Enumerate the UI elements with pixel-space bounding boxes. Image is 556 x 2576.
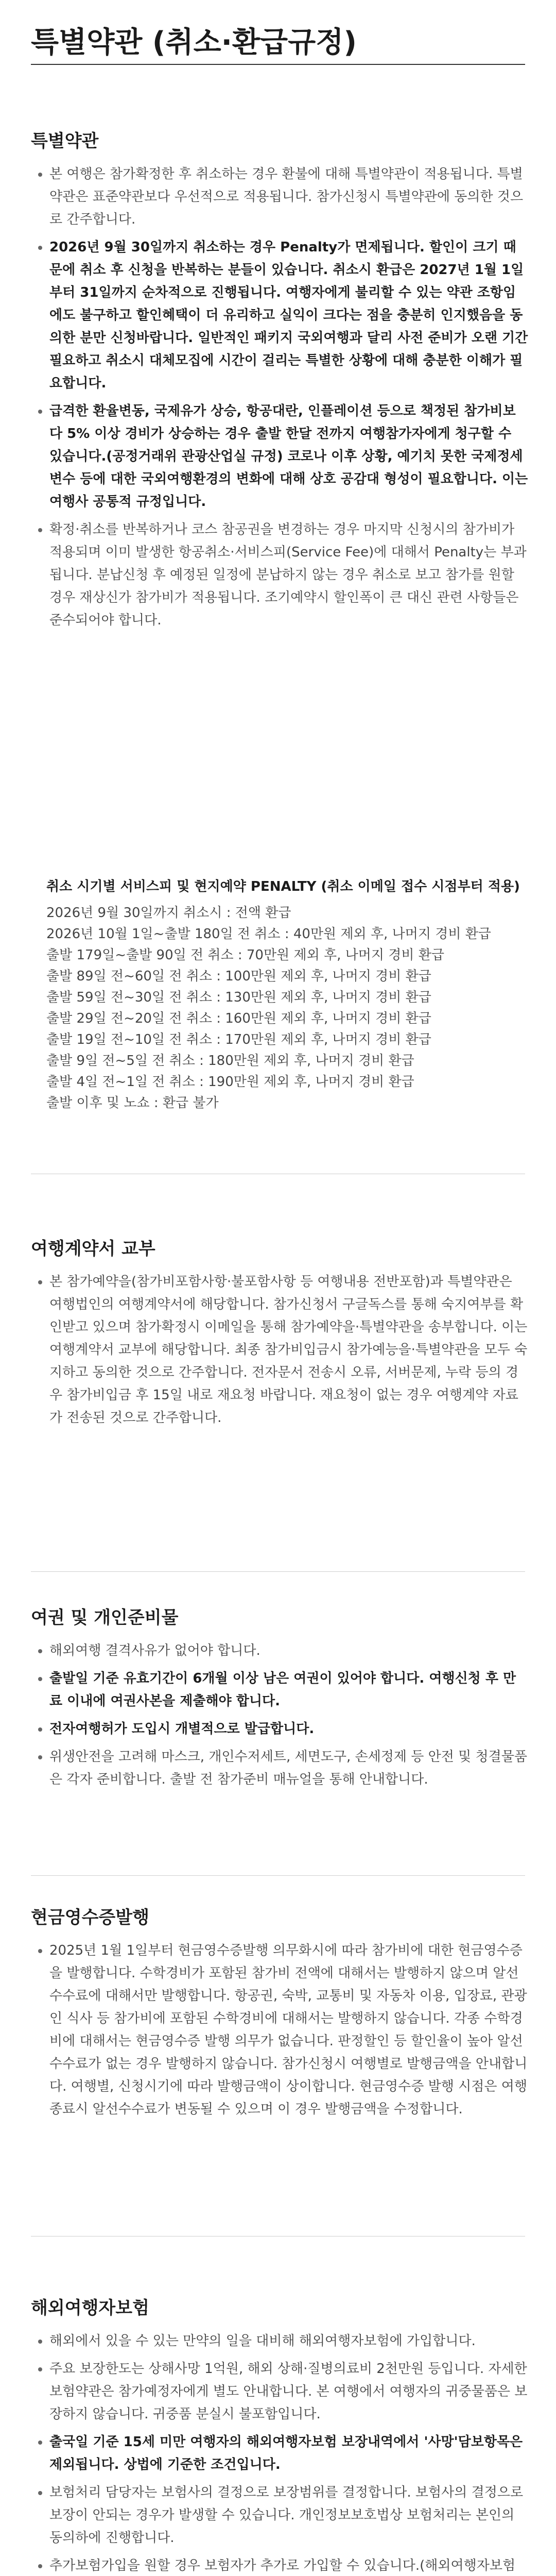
section-divider [31, 1571, 525, 1572]
passport-para-3: • 전자여행허가 도입시 개별적으로 발급합니다. [49, 1718, 528, 1740]
insurance-para-4: • 보험처리 담당자는 보험사의 결정으로 보장범위를 결정합니다. 보험사의 결정으로 보장이 안되는 경우가 발생할 수 있습니다. 개인정보보호법상 보험처리는 본인의 동의하에 진행합니다. [49, 2481, 528, 2549]
transfer-para-1: • 본 참가예약을(참가비포함사항·불포함사항 등 여행내용 전반포함)과 특별약관은 여행법인의 여행계약서에 해당합니다. 참가신청서 구글독스를 통해 숙지여부를 확인받고 있으며 참가확정시 이메일을 통해 참가예약을·특별약관을 송부합니다. 이는 여행계약서 교부에 해당합니다. 최종 참가비입금시 참가예능을·특별약관을 모두 숙지하고 동의한 것으로 간주합니다. 전자문서 전송시 오류, 서버문제, 누락 등의 경우 참가비입금 후 15일 내로 재요청 바랍니다. 재요청이 없는 경우 여행계약 자료가 전송된 것으로 간주합니다. [49, 1270, 528, 1429]
penalty-lines [46, 903, 510, 1114]
insurance-list [38, 2330, 528, 2576]
passport-para-2: • 출발일 기준 유효기간이 6개월 이상 남은 여권이 있어야 합니다. 여행신청 후 만료 이내에 여권사본을 제출해야 합니다. [49, 1667, 528, 1713]
section-title-transfer: 여행계약서 교부 [31, 1239, 155, 1259]
passport-para-4: • 위생안전을 고려해 마스크, 개인수저세트, 세면도구, 손세정제 등 안전 및 청결물품은 각자 준비합니다. 출발 전 참가준비 매뉴얼을 통해 안내합니다. [49, 1745, 528, 1791]
receipt-list [38, 1939, 528, 2126]
special-list [38, 163, 528, 637]
insurance-para-3: • 출국일 기준 15세 미만 여행자의 해외여행자보험 보장내역에서 '사망'담보항목은 제외됩니다. 상법에 기준한 조건입니다. [49, 2431, 528, 2476]
penalty-line: 출발 4일 전~1일 전 취소 : 190만원 제외 후, 나머지 경비 환급 [46, 1074, 414, 1090]
penalty-line: 2026년 10월 1일~출발 180일 전 취소 : 40만원 제외 후, 나머지 경비 환급 [46, 926, 491, 942]
special-para-3: • 급격한 환율변동, 국제유가 상승, 항공대란, 인플레이션 등으로 책정된 참가비보다 5% 이상 경비가 상승하는 경우 출발 한달 전까지 여행참가자에게 청구할 수 있습니다.(공정거래위 관광산업실 규정) 코로나 이후 상황, 예기치 못한 국제정세 변수 등에 대한 국외여행환경의 변화에 대해 상호 공감대 형성이 필요합니다. 이는 여행사 공통적 규정입니다. [49, 400, 528, 513]
penalty-title: 취소 시기별 서비스피 및 현지예약 PENALTY (취소 이메일 접수 시점부터 적용) [46, 879, 520, 894]
section-title-passport: 여권 및 개인준비물 [31, 1607, 179, 1628]
passport-para-1: • 해외여행 결격사유가 없어야 합니다. [49, 1639, 528, 1662]
title-divider [31, 64, 525, 65]
receipt-para-1: • 2025년 1월 1일부터 현금영수증발행 의무화시에 따라 참가비에 대한 현금영수증을 발행합니다. 수학경비가 포함된 참가비 전액에 대해서는 발행하지 않으며 알선수수료에 대해서만 발행합니다. 항공권, 숙박, 교통비 및 자동차 이용, 입장료, 관광인 식사 등 참가비에 포함된 수학경비에 대해서는 발행하지 않습니다. 각종 수학경비에 대해서는 현금영수증 발행 의무가 없습니다. 판정할인 등 할인율이 높아 알선수수료가 없는 경우 발행하지 않습니다. 참가신청시 여행별로 발행금액을 안내합니다. 여행별, 신청시기에 따라 발행금액이 상이합니다. 현금영수증 발행 시점은 여행 종료시 알선수수료가 변동될 수 있으며 이 경우 발행금액을 수정합니다. [49, 1939, 528, 2121]
penalty-line: 출발 59일 전~30일 전 취소 : 130만원 제외 후, 나머지 경비 환급 [46, 990, 431, 1005]
penalty-line: 출발 179일~출발 90일 전 취소 : 70만원 제외 후, 나머지 경비 환급 [46, 947, 444, 963]
penalty-line: 출발 이후 및 노쇼 : 환급 불가 [46, 1095, 219, 1111]
special-para-4: • 확정·취소를 반복하거나 코스 참공권을 변경하는 경우 마지막 신청시의 참가비가 적용되며 이미 발생한 항공취소·서비스피(Service Fee)에 대해서 Penalty는 부과됩니다. 분납신청 후 예정된 일정에 분납하지 않는 경우 취소로 보고 참가를 원할 경우 재상신가 참가비가 적용됩니다. 조기예약시 할인폭이 큰 대신 관련 사항들은 준수되어야 합니다. [49, 518, 528, 632]
insurance-para-2: • 주요 보장한도는 상해사망 1억원, 해외 상해·질병의료비 2천만원 등입니다. 자세한 보험약관은 참가예정자에게 별도 안내합니다. 본 여행에서 여행자의 귀중물품은 보장하지 않습니다. 귀중품 분실시 불포함입니다. [49, 2358, 528, 2426]
section-divider [31, 1875, 525, 1876]
penalty-line: 출발 19일 전~10일 전 취소 : 170만원 제외 후, 나머지 경비 환급 [46, 1032, 431, 1047]
penalty-line: 출발 9일 전~5일 전 취소 : 180만원 제외 후, 나머지 경비 환급 [46, 1053, 414, 1069]
section-title-insurance: 해외여행자보험 [31, 2298, 149, 2318]
transfer-list [38, 1270, 528, 1434]
page-title: 특별약관 (취소·환급규정) [31, 26, 357, 59]
penalty-line: 출발 89일 전~60일 전 취소 : 100만원 제외 후, 나머지 경비 환급 [46, 969, 431, 984]
special-para-1: • 본 여행은 참가확정한 후 취소하는 경우 환불에 대해 특별약관이 적용됩니다. 특별약관은 표준약관보다 우선적으로 적용됩니다. 참가신청시 특별약관에 동의한 것으로 간주합니다. [49, 163, 528, 231]
insurance-para-5: • 추가보험가입을 원할 경우 보험자가 추가로 가입할 수 있습니다.(해외여행자보험 [49, 2554, 528, 2576]
penalty-line: 출발 29일 전~20일 전 취소 : 160만원 제외 후, 나머지 경비 환급 [46, 1011, 431, 1026]
section-title-special: 특별약관 [31, 131, 99, 151]
penalty-line: 2026년 9월 30일까지 취소시 : 전액 환급 [46, 905, 291, 921]
insurance-para-1: • 해외에서 있을 수 있는 만약의 일을 대비해 해외여행자보험에 가입합니다. [49, 2330, 528, 2352]
section-title-receipt: 현금영수증발행 [31, 1907, 149, 1928]
passport-list [38, 1639, 528, 1796]
special-para-2: • 2026년 9월 30일까지 취소하는 경우 Penalty가 면제됩니다. 할인이 크기 때문에 취소 후 신청을 반복하는 분들이 있습니다. 취소시 환급은 2027년 1월 1일부터 31일까지 순차적으로 진행됩니다. 여행자에게 불리할 수 있는 약관 조항임에도 불구하고 할인혜택이 더 유리하고 실익이 크다는 점을 충분히 인지했음을 동의한 분만 신청바랍니다. 일반적인 패키지 국외여행과 달리 사전 준비가 오랜 기간 필요하고 취소시 대체모집에 시간이 걸리는 특별한 상황에 대해 충분한 이해가 필요합니다. [49, 236, 528, 395]
header [0, 0, 556, 57]
